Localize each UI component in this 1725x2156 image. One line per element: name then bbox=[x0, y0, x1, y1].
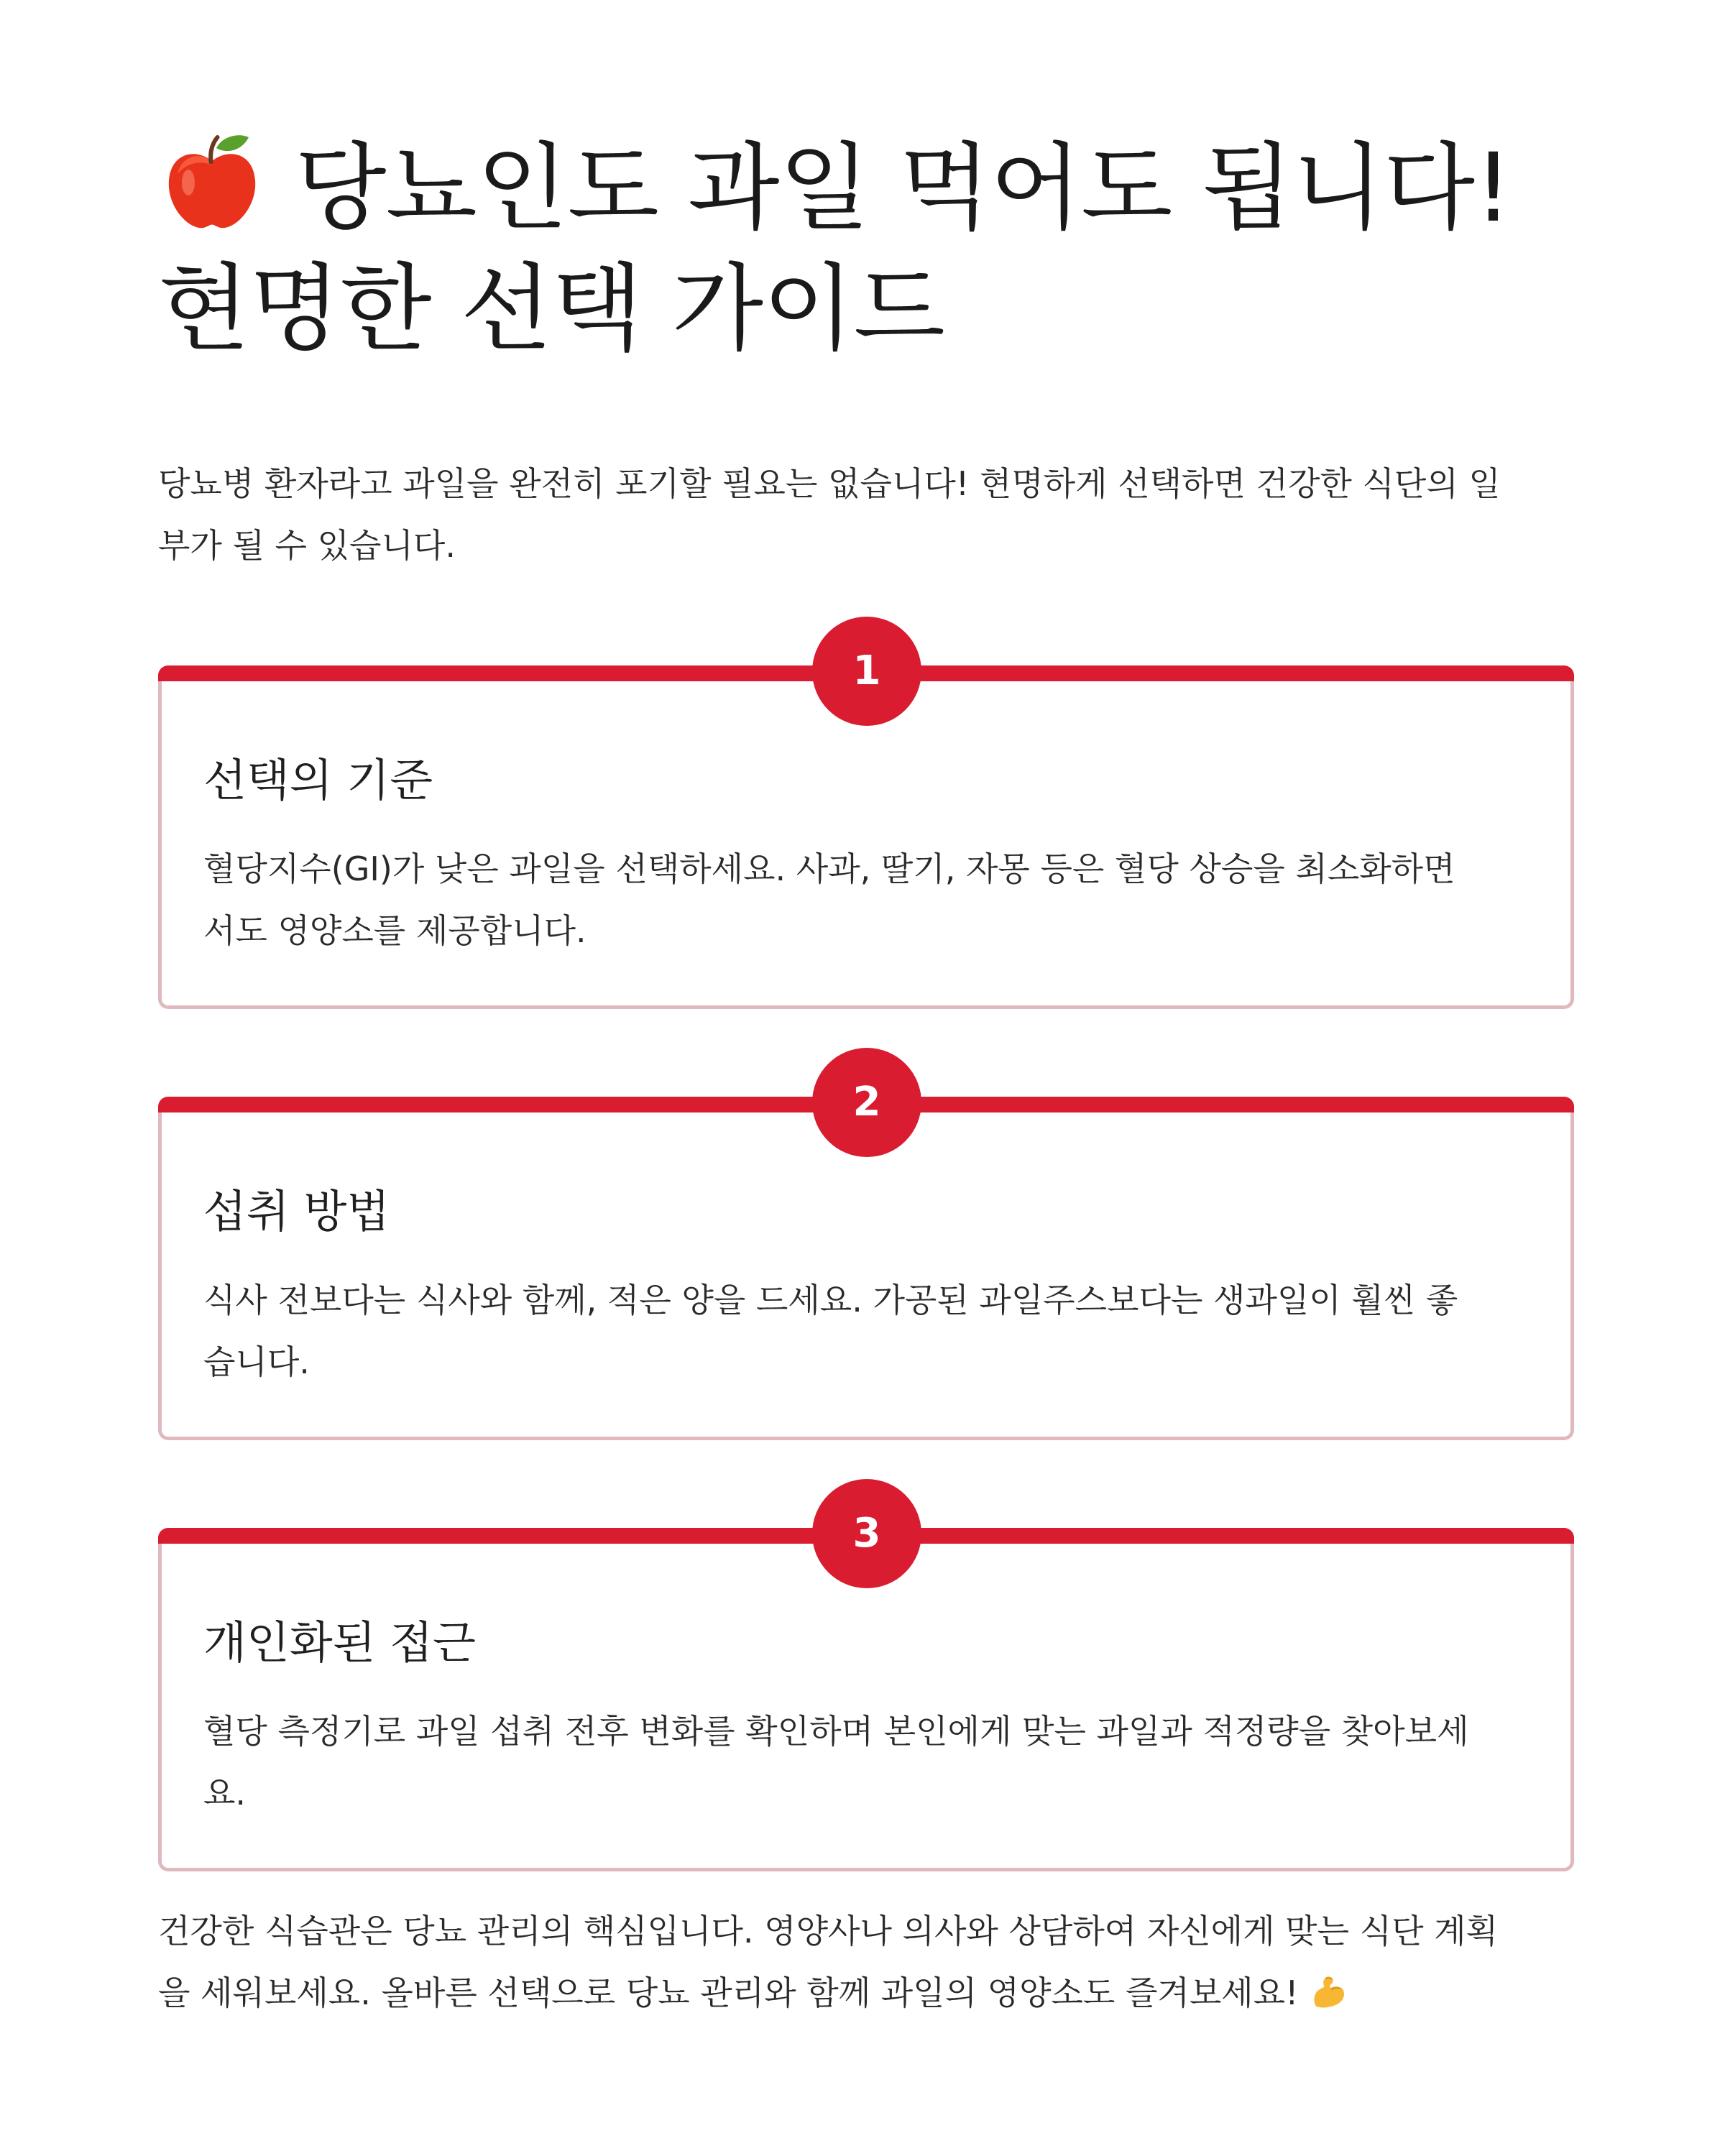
card-title: 개인화된 접근 bbox=[203, 1616, 477, 1669]
step-number-badge: 3 bbox=[812, 1479, 921, 1588]
guide-card-2 bbox=[158, 1079, 1574, 1440]
card-body-line-2: 서도 영양소를 제공합니다. bbox=[203, 911, 586, 950]
outro-line-2-text: 을 세워보세요. 올바른 선택으로 당뇨 관리와 함께 과일의 영양소도 즐겨보세요! bbox=[158, 1973, 1299, 2012]
closing-paragraph bbox=[158, 1900, 1574, 2024]
outro-line-1: 건강한 식습관은 당뇨 관리의 핵심입니다. 영양사나 의사와 상담하여 자신에게 맞는 식단 계획 bbox=[158, 1912, 1499, 1950]
card-body-line-1: 식사 전보다는 식사와 함께, 적은 양을 드세요. 가공된 과일주스보다는 생과일이 훨씬 좋 bbox=[203, 1281, 1458, 1319]
intro-line-2: 부가 될 수 있습니다. bbox=[158, 526, 456, 565]
step-number-badge: 1 bbox=[812, 617, 921, 726]
title-text-1: 당뇨인도 과일 먹어도 됩니다! bbox=[295, 133, 1512, 244]
title-line-2: 현명한 선택 가이드 bbox=[158, 254, 945, 364]
intro-paragraph bbox=[158, 453, 1574, 576]
guide-page bbox=[158, 0, 1574, 2156]
outro-line-2 bbox=[158, 1962, 1574, 2024]
card-body bbox=[203, 1269, 1526, 1393]
card-body bbox=[203, 1700, 1526, 1824]
title-line-1 bbox=[158, 128, 1574, 249]
flexed-biceps-icon bbox=[1309, 1973, 1348, 2012]
page-title bbox=[158, 128, 1574, 369]
intro-line-1: 당뇨병 환자라고 과일을 완전히 포기할 필요는 없습니다! 현명하게 선택하면 건강한 식단의 일 bbox=[158, 464, 1501, 503]
card-body-line-2: 습니다. bbox=[203, 1342, 310, 1381]
card-body-line-1: 혈당지수(GI)가 낮은 과일을 선택하세요. 사과, 딸기, 자몽 등은 혈당 상승을 최소화하면 bbox=[203, 849, 1455, 888]
apple-icon bbox=[158, 129, 266, 236]
card-body-line-2: 요. bbox=[203, 1774, 247, 1812]
guide-card-3 bbox=[158, 1510, 1574, 1871]
card-body-line-1: 혈당 측정기로 과일 섭취 전후 변화를 확인하며 본인에게 맞는 과일과 적정량을 찾아보세 bbox=[203, 1712, 1469, 1751]
guide-card-1 bbox=[158, 648, 1574, 1009]
card-title: 섭취 방법 bbox=[203, 1185, 390, 1238]
card-title: 선택의 기준 bbox=[203, 754, 433, 806]
card-body bbox=[203, 838, 1526, 962]
step-number-badge: 2 bbox=[812, 1048, 921, 1157]
